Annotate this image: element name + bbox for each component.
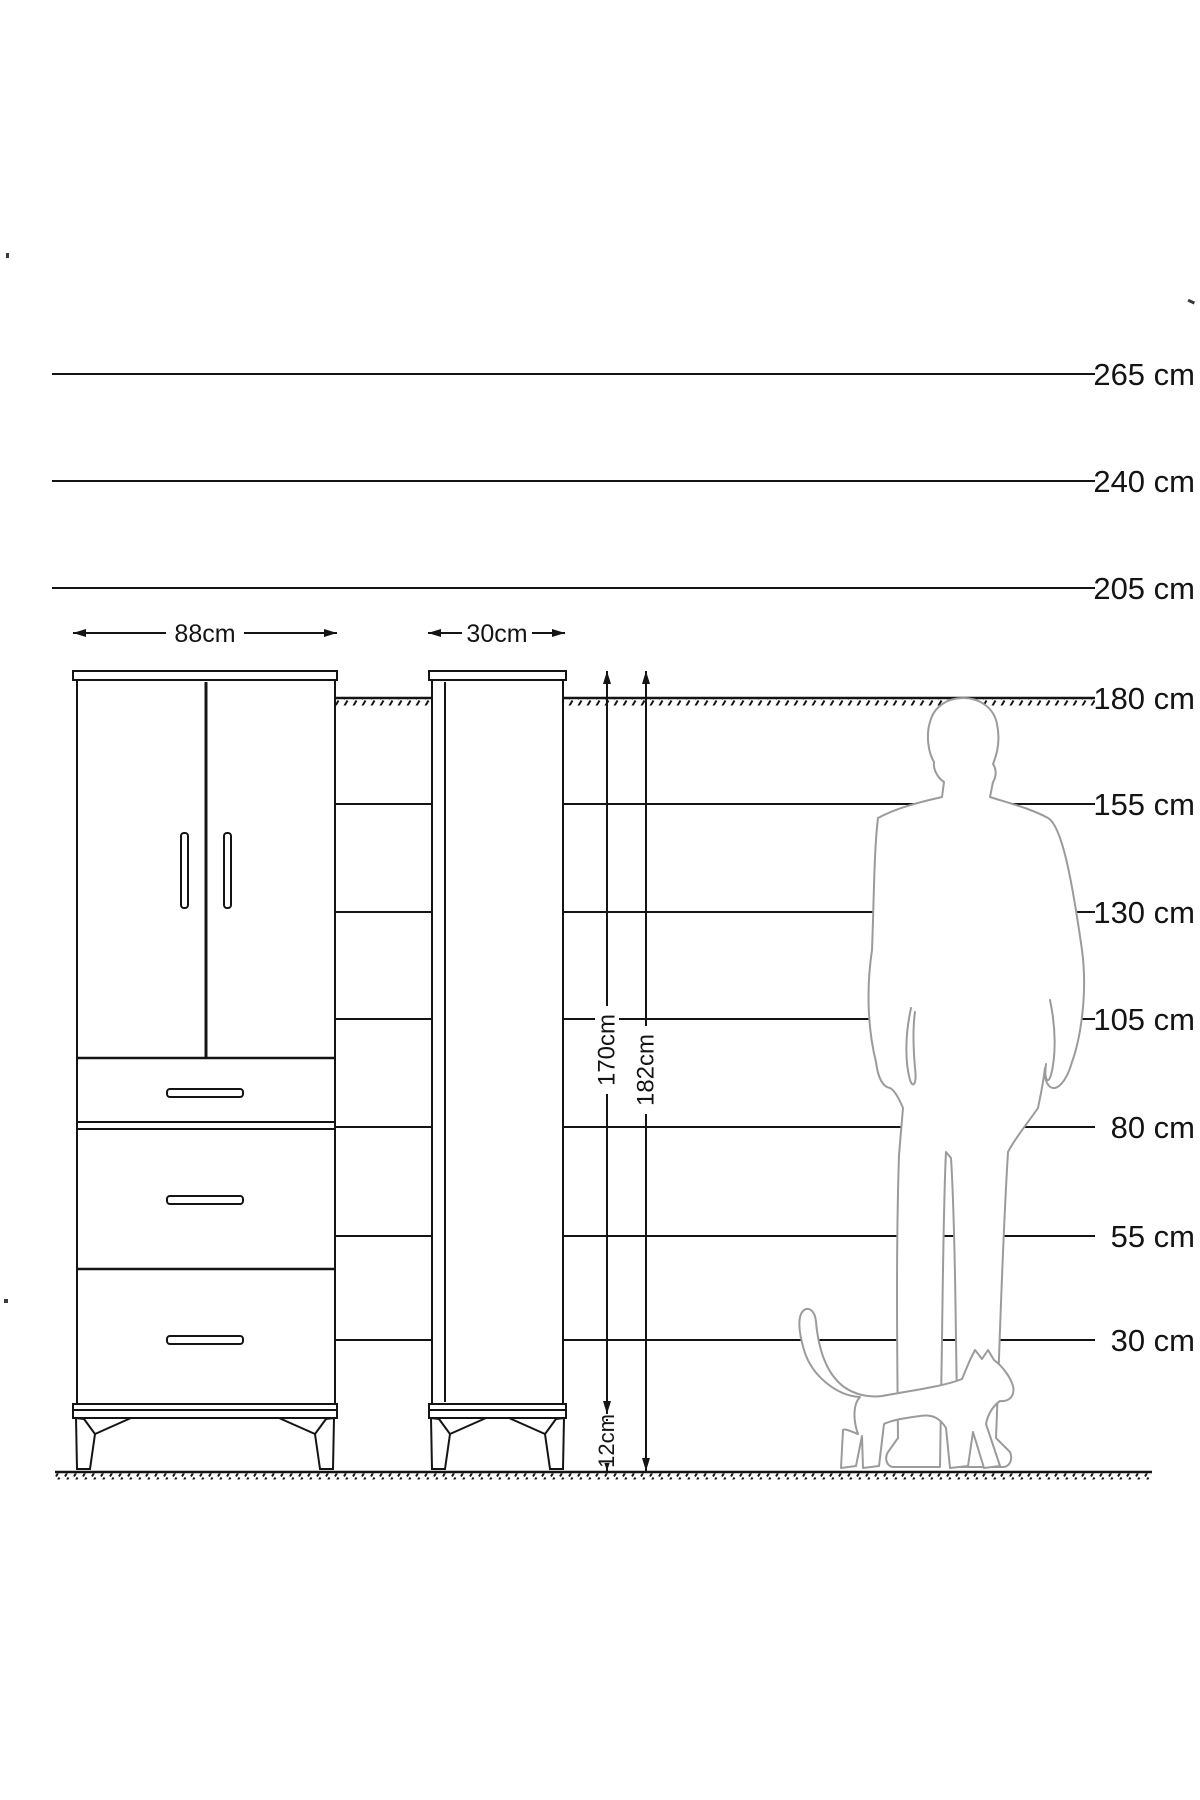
height-line-205-label: 205 cm [1093,571,1195,606]
stray-mark-left-bottom [4,1299,8,1303]
total-height-label: 182cm [632,1033,660,1107]
wardrobe-width-dimension [73,619,337,648]
wardrobe-drawer-handle-1 [167,1089,243,1097]
tall-cabinet [429,671,566,1469]
stray-mark-top-right [1187,299,1195,305]
height-line-130-label: 130 cm [1093,895,1195,930]
body-height-label: 170cm [593,1013,621,1087]
height-line-240-label: 240 cm [1093,464,1195,499]
wardrobe-left-leg-shape [76,1418,95,1469]
cabinet-width-arrow-left [428,629,441,637]
wardrobe [73,671,337,1469]
cabinet-width-arrow-right [552,629,565,637]
height-line-265 [52,357,1195,392]
height-line-180-label: 180 cm [1093,681,1195,716]
tall-cabinet-top-board [429,671,566,680]
cabinet-width-label: 30cm [466,620,528,648]
wardrobe-drawer-handle-3 [167,1336,243,1344]
wardrobe-left-door-handle [181,833,188,908]
tall-cabinet-right-leg [509,1418,564,1469]
total-height-arrow-top [642,671,650,684]
tall-cabinet-left-leg-shape [431,1418,450,1469]
ground-line [55,1472,1152,1480]
tall-cabinet-body [432,680,563,1404]
tall-cabinet-left-leg [431,1418,486,1469]
wardrobe-width-label: 88cm [174,620,236,648]
wardrobe-right-leg [279,1418,334,1469]
wardrobe-right-door-handle [224,833,231,908]
height-line-155-label: 155 cm [1093,787,1195,822]
stray-mark-left-top [6,253,9,258]
height-line-30-label: 30 cm [1110,1323,1195,1358]
wardrobe-drawer-handle-2 [167,1196,243,1204]
height-line-205 [52,571,1195,606]
body-height-dimension [593,671,620,1414]
wardrobe-right-leg-brace [279,1418,315,1434]
tall-cabinet-right-leg-shape [545,1418,564,1469]
tall-cabinet-left-leg-brace [450,1418,486,1434]
body-height-arrow-top [603,671,611,684]
body-height-arrow-bottom [603,1401,611,1414]
height-line-265-label: 265 cm [1093,357,1195,392]
height-line-80-label: 80 cm [1110,1110,1195,1145]
leg-height-dimension [594,1414,619,1471]
wardrobe-left-leg-brace [95,1418,131,1434]
cabinet-width-dimension [428,619,565,648]
total-height-arrow-bottom [642,1458,650,1471]
wardrobe-width-arrow-left [73,629,86,637]
wardrobe-top-board [73,671,337,680]
total-height-dimension [632,671,659,1471]
height-line-240 [52,464,1195,499]
wardrobe-width-arrow-right [324,629,337,637]
height-line-105-label: 105 cm [1093,1002,1195,1037]
height-line-55-label: 55 cm [1110,1219,1195,1254]
wardrobe-right-leg-shape [315,1418,334,1469]
wardrobe-left-leg [76,1418,131,1469]
ground-hatch [55,1474,1152,1480]
tall-cabinet-right-leg-brace [509,1418,545,1434]
leg-height-label: 12cm [593,1414,619,1468]
